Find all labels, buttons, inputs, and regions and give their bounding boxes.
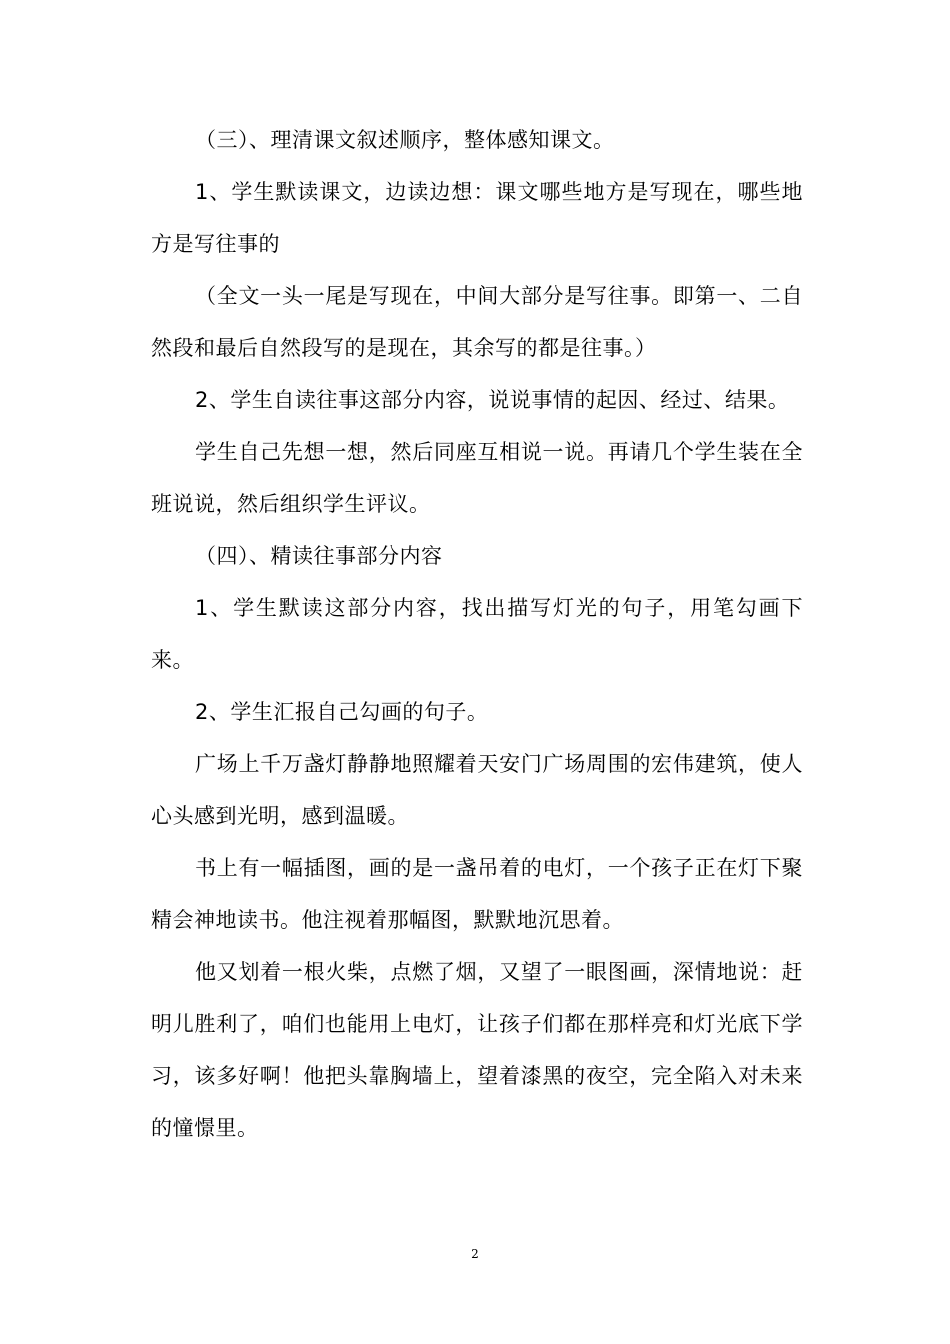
paragraph-answer-now-and-past: （全文一头一尾是写现在，中间大部分是写往事。即第一、二自然段和最后自然段写的是现在，其余写的都是往事。） — [151, 284, 803, 360]
paragraph-step-1-read-silently: 1、学生默读课文，边读边想：课文哪些地方是写现在，哪些地方是写往事的 — [151, 180, 803, 256]
page-number: 2 — [471, 1247, 479, 1261]
paragraph-step-2-cause-process-result: 2、学生自读往事这部分内容，说说事情的起因、经过、结果。 — [195, 388, 790, 412]
paragraph-discussion-instructions: 学生自己先想一想，然后同座互相说一说。再请几个学生装在全班说说，然后组织学生评议。 — [151, 440, 803, 516]
paragraph-step-1-find-light-sentences: 1、学生默读这部分内容，找出描写灯光的句子，用笔勾画下来。 — [151, 596, 803, 672]
paragraph-quote-square-lights: 广场上千万盏灯静静地照耀着天安门广场周围的宏伟建筑，使人心头感到光明，感到温暖。 — [151, 752, 803, 828]
paragraph-quote-future-hope: 他又划着一根火柴，点燃了烟，又望了一眼图画，深情地说：赶明儿胜利了，咱们也能用上电灯，让孩子们都在那样亮和灯光底下学习，该多好啊！他把头靠胸墙上，望着漆黑的夜空，完全陷入对未来的憧憬里。 — [151, 960, 803, 1140]
paragraph-section-three-heading: （三）、理清课文叙述顺序，整体感知课文。 — [195, 128, 615, 152]
body-text — [151, 114, 803, 1154]
paragraph-section-four-heading: （四）、精读往事部分内容 — [195, 544, 443, 568]
paragraph-step-2-report-sentences: 2、学生汇报自己勾画的句子。 — [195, 700, 489, 724]
paragraph-quote-illustration: 书上有一幅插图，画的是一盏吊着的电灯，一个孩子正在灯下聚精会神地读书。他注视着那幅图，默默地沉思着。 — [151, 856, 803, 932]
